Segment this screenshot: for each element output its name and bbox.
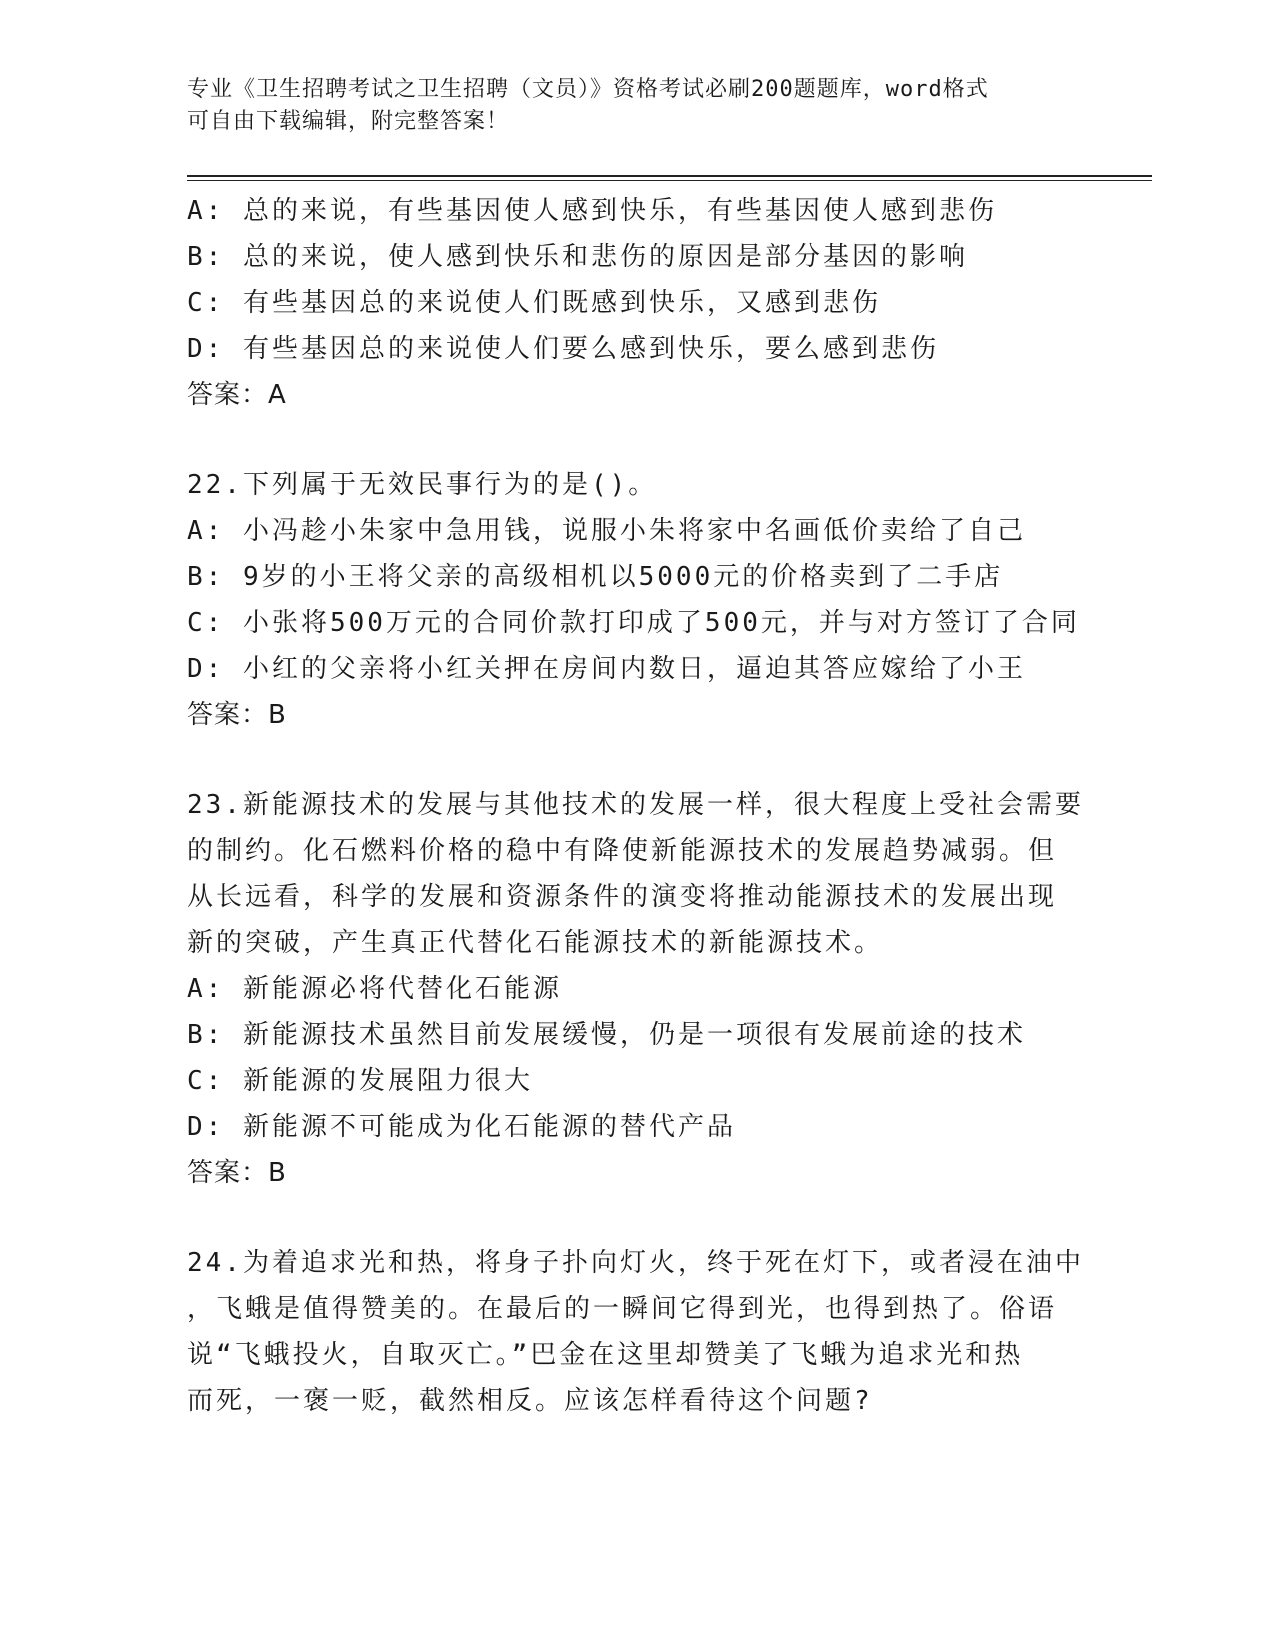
question-stem-line: ，飞蛾是值得赞美的。在最后的一瞬间它得到光，也得到热了。俗语 <box>187 1294 1058 1324</box>
question-stem-line: 从长远看，科学的发展和资源条件的演变将推动能源技术的发展出现 <box>187 882 1058 912</box>
answer: 答案：A <box>187 380 287 410</box>
option-d: D: 小红的父亲将小红关押在房间内数日，逼迫其答应嫁给了小王 <box>187 654 1026 684</box>
question-24 <box>187 1240 1087 1424</box>
question-stem-line: 24.为着追求光和热，将身子扑向灯火，终于死在灯下，或者浸在油中 <box>187 1248 1084 1278</box>
option-a: A: 新能源必将代替化石能源 <box>187 974 562 1004</box>
question-stem: 22.下列属于无效民事行为的是()。 <box>187 470 658 500</box>
option-c: C: 小张将500万元的合同价款打印成了500元，并与对方签订了合同 <box>187 608 1080 638</box>
question-stem-line: 新的突破，产生真正代替化石能源技术的新能源技术。 <box>187 928 884 958</box>
option-b: B: 9岁的小王将父亲的高级相机以5000元的价格卖到了二手店 <box>187 562 1004 592</box>
answer: 答案：B <box>187 700 287 730</box>
option-a: A: 总的来说，有些基因使人感到快乐，有些基因使人感到悲伤 <box>187 196 997 226</box>
question-stem-line: 的制约。化石燃料价格的稳中有降使新能源技术的发展趋势减弱。但 <box>187 836 1058 866</box>
option-a: A: 小冯趁小朱家中急用钱，说服小朱将家中名画低价卖给了自己 <box>187 516 1026 546</box>
document-body <box>187 188 1087 1424</box>
option-c: C: 新能源的发展阻力很大 <box>187 1066 533 1096</box>
question-21 <box>187 188 1087 418</box>
question-23 <box>187 782 1087 1196</box>
answer: 答案：B <box>187 1158 287 1188</box>
question-stem-line: 23.新能源技术的发展与其他技术的发展一样，很大程度上受社会需要 <box>187 790 1084 820</box>
question-stem-line: 说“飞蛾投火，自取灭亡。”巴金在这里却赞美了飞蛾为追求光和热 <box>187 1340 1024 1370</box>
document-header <box>187 74 1067 138</box>
option-d: D: 有些基因总的来说使人们要么感到快乐，要么感到悲伤 <box>187 334 939 364</box>
option-c: C: 有些基因总的来说使人们既感到快乐，又感到悲伤 <box>187 288 881 318</box>
header-rule-thin <box>187 180 1152 181</box>
header-line-2: 可自由下载编辑，附完整答案！ <box>187 109 510 134</box>
option-d: D: 新能源不可能成为化石能源的替代产品 <box>187 1112 736 1142</box>
header-rule-thick <box>187 175 1152 177</box>
option-b: B: 总的来说，使人感到快乐和悲伤的原因是部分基因的影响 <box>187 242 968 272</box>
question-22 <box>187 462 1087 738</box>
header-line-1: 专业《卫生招聘考试之卫生招聘（文员）》资格考试必刷200题题库，word格式 <box>187 77 989 102</box>
question-stem-line: 而死，一褒一贬，截然相反。应该怎样看待这个问题? <box>187 1386 873 1416</box>
option-b: B: 新能源技术虽然目前发展缓慢，仍是一项很有发展前途的技术 <box>187 1020 1026 1050</box>
